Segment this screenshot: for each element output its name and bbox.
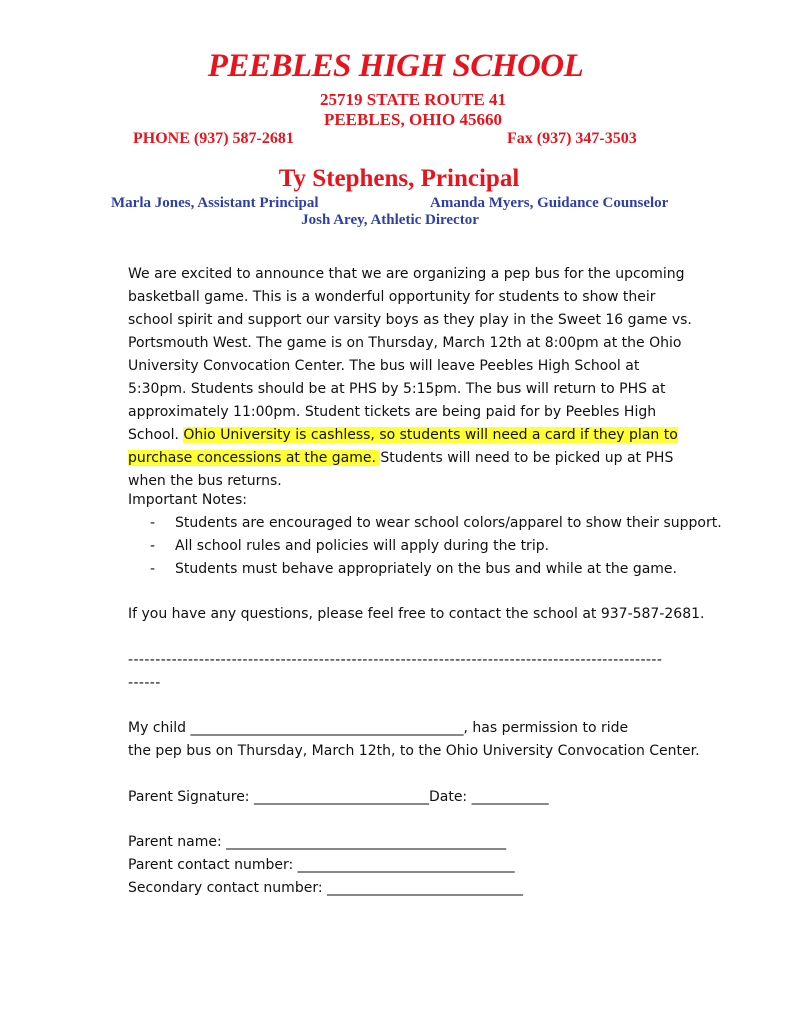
pickup-text: Students will need to be picked up at PHS when the bus returns. (128, 450, 674, 489)
child-permission-line[interactable]: My child _______________________________________, has permission to ride (128, 720, 629, 736)
divider-line: -------------------------------------------------------------------------------------------------- (128, 652, 663, 668)
address-line-1: 25719 STATE ROUTE 41 (320, 90, 506, 109)
note-item: Students must behave appropriately on the bus and while at the game. (175, 561, 677, 577)
phone-number: PHONE (937) 587-2681 (133, 130, 294, 147)
assistant-principal: Marla Jones, Assistant Principal (111, 195, 319, 211)
fax-number: Fax (937) 347-3503 (507, 130, 637, 147)
parent-contact-field[interactable]: Parent contact number: _______________________________ (128, 857, 515, 873)
permission-details: the pep bus on Thursday, March 12th, to the Ohio University Convocation Center. (128, 743, 700, 759)
parent-name-field[interactable]: Parent name: ________________________________________ (128, 834, 507, 850)
guidance-counselor: Amanda Myers, Guidance Counselor (430, 195, 669, 211)
note-item: All school rules and policies will apply during the trip. (175, 538, 550, 554)
notes-heading: Important Notes: (128, 492, 248, 508)
note-item: Students are encouraged to wear school colors/apparel to show their support. (175, 515, 722, 531)
parent-signature-field[interactable]: Parent Signature: _________________________Date: ___________ (128, 789, 549, 805)
contact-line: If you have any questions, please feel free to contact the school at 937-587-2681. (128, 606, 705, 622)
announcement-text: We are excited to announce that we are organizing a pep bus for the upcoming basketball game. This is a wonderful opportunity for students to show their school spirit and support our varsity boys as they play in the Sweet 16 game vs. Portsmouth West. The game is on Thursday, March 12th at 8:00pm at the Ohio University Convocation Center. The bus will leave Peebles High School at 5:30pm. Students should be at PHS by 5:15pm. The bus will return to PHS at approximately 11:00pm. Student tickets are being paid for by Peebles High School. (128, 266, 692, 443)
secondary-contact-field[interactable]: Secondary contact number: ____________________________ (128, 880, 523, 896)
principal-name: Ty Stephens, Principal (278, 165, 520, 192)
bullet-dash: - (150, 561, 156, 577)
announcement-paragraph (128, 263, 698, 493)
cashless-highlight: Ohio University is cashless, so students will need a card if they plan to purchase concessions at the game. (128, 427, 678, 466)
bullet-dash: - (150, 515, 156, 531)
address-line-2: PEEBLES, OHIO 45660 (323, 110, 503, 129)
bullet-dash: - (150, 538, 156, 554)
athletic-director: Josh Arey, Athletic Director (301, 212, 479, 228)
divider-line-continued: ------ (128, 675, 161, 691)
school-name: PEEBLES HIGH SCHOOL (207, 48, 584, 84)
